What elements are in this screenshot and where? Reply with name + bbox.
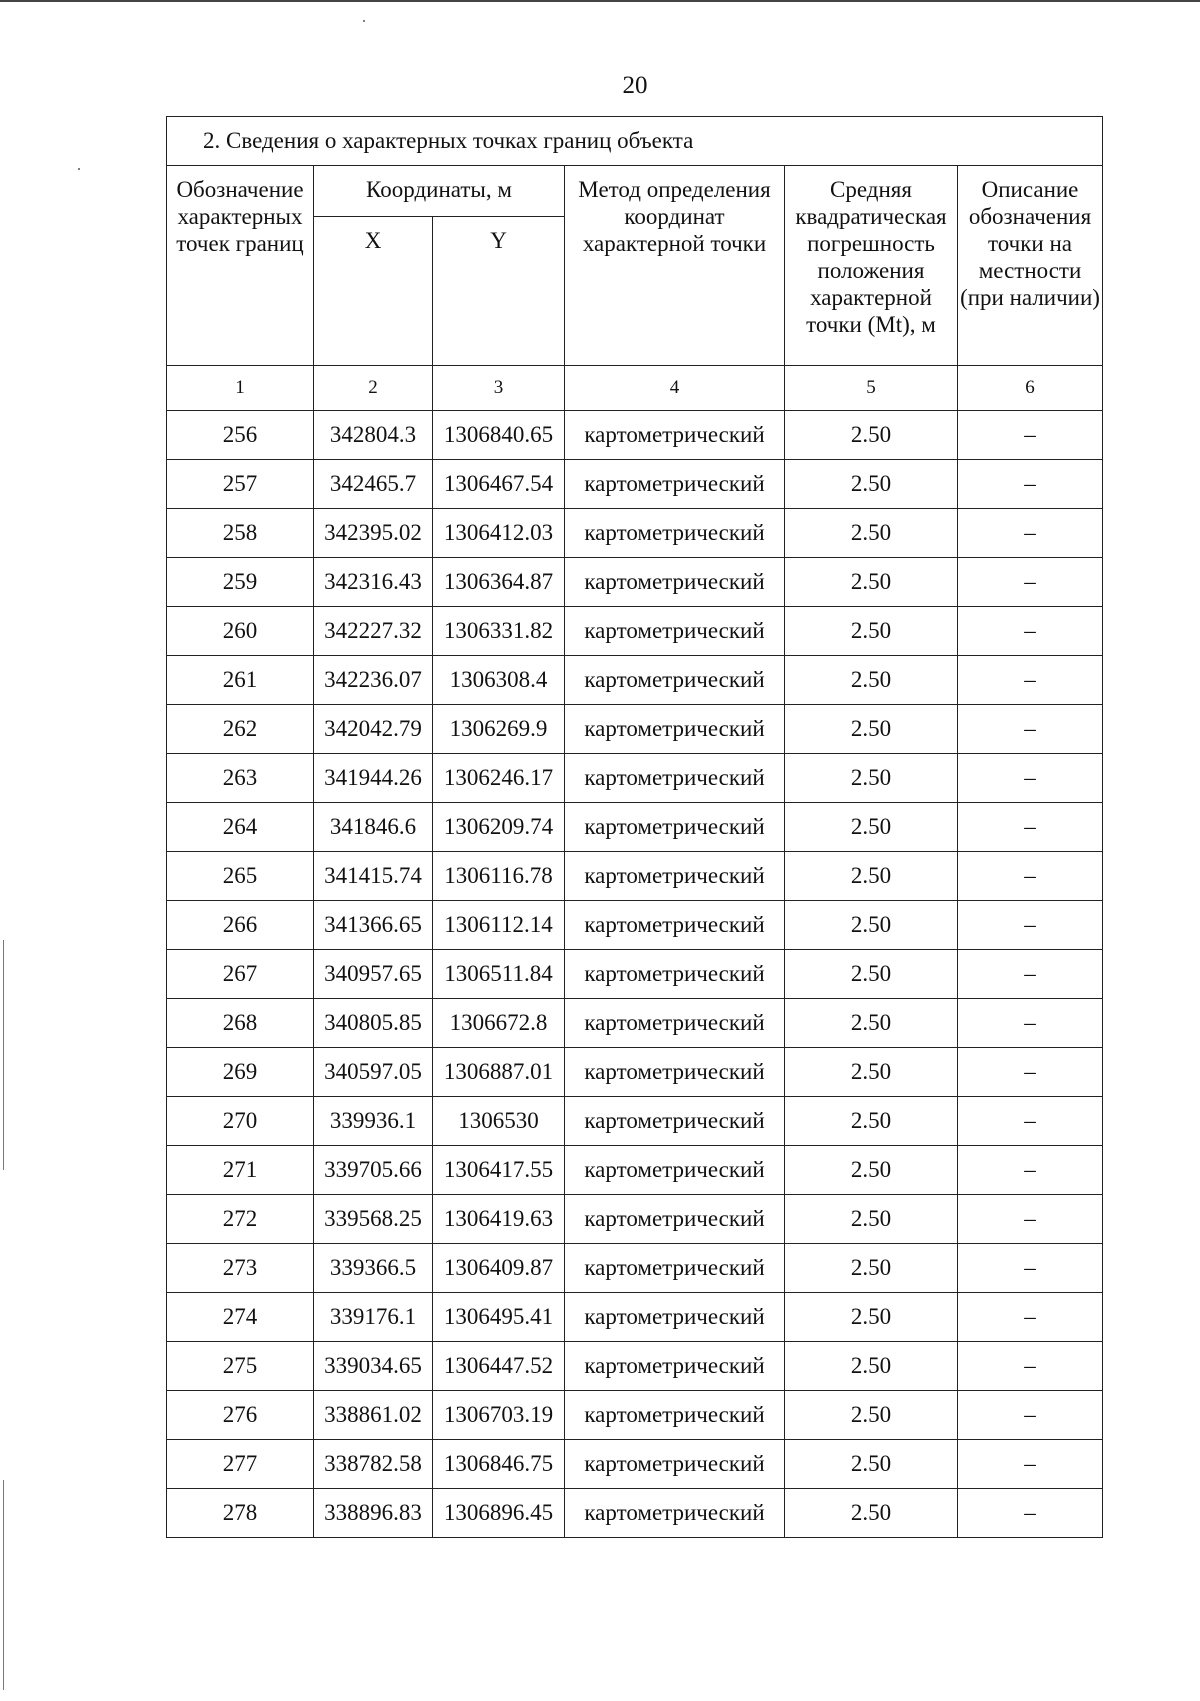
cell-description: – [958,754,1103,803]
cell-mean-error: 2.50 [785,411,958,460]
cell-y-coordinate: 1306419.63 [433,1195,565,1244]
cell-x-coordinate: 342316.43 [314,558,433,607]
cell-x-coordinate: 339176.1 [314,1293,433,1342]
table-row [167,999,1103,1048]
cell-y-coordinate: 1306412.03 [433,509,565,558]
cell-point-number: 264 [167,803,314,852]
table-row [167,460,1103,509]
cell-point-number: 268 [167,999,314,1048]
table-row [167,1097,1103,1146]
cell-x-coordinate: 341415.74 [314,852,433,901]
cell-description: – [958,1097,1103,1146]
scan-speck [78,168,80,170]
cell-method: картометрический [565,460,785,509]
scan-edge-line [3,940,4,1170]
cell-mean-error: 2.50 [785,558,958,607]
cell-description: – [958,607,1103,656]
cell-method: картометрический [565,1342,785,1391]
cell-mean-error: 2.50 [785,1048,958,1097]
cell-x-coordinate: 339034.65 [314,1342,433,1391]
cell-description: – [958,803,1103,852]
table-row [167,656,1103,705]
scan-edge-line [3,1480,4,1690]
cell-description: – [958,460,1103,509]
cell-y-coordinate: 1306112.14 [433,901,565,950]
cell-x-coordinate: 338782.58 [314,1440,433,1489]
cell-x-coordinate: 342042.79 [314,705,433,754]
table-row [167,509,1103,558]
cell-y-coordinate: 1306846.75 [433,1440,565,1489]
cell-y-coordinate: 1306703.19 [433,1391,565,1440]
cell-method: картометрический [565,1391,785,1440]
column-number: 6 [958,366,1103,411]
cell-x-coordinate: 342236.07 [314,656,433,705]
cell-x-coordinate: 339705.66 [314,1146,433,1195]
cell-description: – [958,1146,1103,1195]
cell-description: – [958,705,1103,754]
cell-point-number: 258 [167,509,314,558]
cell-x-coordinate: 339936.1 [314,1097,433,1146]
cell-x-coordinate: 340957.65 [314,950,433,999]
cell-description: – [958,656,1103,705]
cell-point-number: 274 [167,1293,314,1342]
cell-method: картометрический [565,1489,785,1538]
cell-point-number: 275 [167,1342,314,1391]
cell-description: – [958,558,1103,607]
cell-description: – [958,999,1103,1048]
cell-method: картометрический [565,852,785,901]
table-row [167,607,1103,656]
cell-point-number: 269 [167,1048,314,1097]
table-row [167,1293,1103,1342]
cell-x-coordinate: 342465.7 [314,460,433,509]
cell-y-coordinate: 1306209.74 [433,803,565,852]
table-row [167,1342,1103,1391]
cell-method: картометрический [565,656,785,705]
header-method: Метод определения координат характерной точки [565,166,785,366]
column-number: 4 [565,366,785,411]
cell-x-coordinate: 342227.32 [314,607,433,656]
header-x: X [314,217,433,366]
cell-method: картометрический [565,509,785,558]
cell-mean-error: 2.50 [785,1489,958,1538]
cell-mean-error: 2.50 [785,1097,958,1146]
cell-method: картометрический [565,1146,785,1195]
page-top-border [0,0,1200,2]
cell-y-coordinate: 1306308.4 [433,656,565,705]
cell-x-coordinate: 338861.02 [314,1391,433,1440]
cell-y-coordinate: 1306246.17 [433,754,565,803]
cell-x-coordinate: 340805.85 [314,999,433,1048]
cell-mean-error: 2.50 [785,1195,958,1244]
cell-mean-error: 2.50 [785,1244,958,1293]
cell-mean-error: 2.50 [785,803,958,852]
table-row [167,803,1103,852]
table-row [167,1440,1103,1489]
cell-y-coordinate: 1306467.54 [433,460,565,509]
cell-point-number: 265 [167,852,314,901]
column-number: 5 [785,366,958,411]
cell-description: – [958,1489,1103,1538]
table-row [167,1048,1103,1097]
cell-method: картометрический [565,901,785,950]
table-row [167,1195,1103,1244]
cell-mean-error: 2.50 [785,1391,958,1440]
cell-description: – [958,1391,1103,1440]
cell-method: картометрический [565,411,785,460]
cell-mean-error: 2.50 [785,1293,958,1342]
cell-y-coordinate: 1306840.65 [433,411,565,460]
cell-method: картометрический [565,803,785,852]
cell-y-coordinate: 1306417.55 [433,1146,565,1195]
cell-mean-error: 2.50 [785,607,958,656]
cell-description: – [958,901,1103,950]
cell-x-coordinate: 342395.02 [314,509,433,558]
cell-mean-error: 2.50 [785,901,958,950]
cell-point-number: 272 [167,1195,314,1244]
cell-point-number: 256 [167,411,314,460]
cell-x-coordinate: 339366.5 [314,1244,433,1293]
page-number: 20 [622,72,648,99]
table-row [167,1244,1103,1293]
table-row [167,1489,1103,1538]
cell-x-coordinate: 340597.05 [314,1048,433,1097]
cell-y-coordinate: 1306672.8 [433,999,565,1048]
cell-method: картометрический [565,1440,785,1489]
table-body [167,411,1103,1538]
cell-x-coordinate: 342804.3 [314,411,433,460]
cell-point-number: 266 [167,901,314,950]
cell-description: – [958,950,1103,999]
cell-point-number: 261 [167,656,314,705]
cell-y-coordinate: 1306887.01 [433,1048,565,1097]
cell-method: картометрический [565,1293,785,1342]
cell-point-number: 276 [167,1391,314,1440]
table-row [167,901,1103,950]
cell-point-number: 262 [167,705,314,754]
cell-y-coordinate: 1306116.78 [433,852,565,901]
cell-mean-error: 2.50 [785,950,958,999]
cell-mean-error: 2.50 [785,1342,958,1391]
cell-x-coordinate: 341944.26 [314,754,433,803]
cell-method: картометрический [565,999,785,1048]
cell-mean-error: 2.50 [785,1440,958,1489]
cell-y-coordinate: 1306269.9 [433,705,565,754]
cell-method: картометрический [565,1244,785,1293]
column-number: 1 [167,366,314,411]
cell-method: картометрический [565,1097,785,1146]
cell-description: – [958,1293,1103,1342]
column-number-row [167,366,1103,411]
cell-point-number: 270 [167,1097,314,1146]
table-row [167,852,1103,901]
cell-description: – [958,852,1103,901]
cell-description: – [958,1440,1103,1489]
table-row [167,411,1103,460]
cell-method: картометрический [565,607,785,656]
table-row [167,1391,1103,1440]
cell-mean-error: 2.50 [785,705,958,754]
cell-point-number: 257 [167,460,314,509]
table-row [167,754,1103,803]
table-row [167,1146,1103,1195]
scan-speck [363,20,365,22]
cell-method: картометрический [565,754,785,803]
cell-method: картометрический [565,1195,785,1244]
table-row [167,950,1103,999]
header-y: Y [433,217,565,366]
cell-mean-error: 2.50 [785,754,958,803]
table-row [167,558,1103,607]
cell-y-coordinate: 1306530 [433,1097,565,1146]
cell-y-coordinate: 1306495.41 [433,1293,565,1342]
cell-y-coordinate: 1306511.84 [433,950,565,999]
cell-y-coordinate: 1306409.87 [433,1244,565,1293]
cell-x-coordinate: 339568.25 [314,1195,433,1244]
cell-point-number: 278 [167,1489,314,1538]
cell-x-coordinate: 338896.83 [314,1489,433,1538]
cell-mean-error: 2.50 [785,656,958,705]
boundary-points-table [166,116,1103,1538]
cell-method: картометрический [565,950,785,999]
cell-x-coordinate: 341846.6 [314,803,433,852]
cell-point-number: 271 [167,1146,314,1195]
cell-description: – [958,1048,1103,1097]
cell-mean-error: 2.50 [785,509,958,558]
column-number: 3 [433,366,565,411]
cell-description: – [958,1244,1103,1293]
cell-method: картометрический [565,705,785,754]
header-description: Описание обозначения точки на местности (при наличии) [958,166,1103,366]
cell-description: – [958,411,1103,460]
cell-point-number: 273 [167,1244,314,1293]
cell-description: – [958,1195,1103,1244]
column-number: 2 [314,366,433,411]
section-title: 2. Сведения о характерных точках границ объекта [167,117,1103,166]
cell-point-number: 260 [167,607,314,656]
cell-x-coordinate: 341366.65 [314,901,433,950]
cell-mean-error: 2.50 [785,999,958,1048]
cell-y-coordinate: 1306447.52 [433,1342,565,1391]
cell-y-coordinate: 1306364.87 [433,558,565,607]
cell-method: картометрический [565,1048,785,1097]
cell-point-number: 277 [167,1440,314,1489]
cell-mean-error: 2.50 [785,852,958,901]
header-coordinates: Координаты, м [314,166,565,217]
cell-description: – [958,509,1103,558]
cell-mean-error: 2.50 [785,1146,958,1195]
cell-y-coordinate: 1306331.82 [433,607,565,656]
header-error: Средняя квадратическая погрешность положения характерной точки (Mt), м [785,166,958,366]
cell-point-number: 263 [167,754,314,803]
cell-point-number: 259 [167,558,314,607]
cell-y-coordinate: 1306896.45 [433,1489,565,1538]
cell-point-number: 267 [167,950,314,999]
table-row [167,705,1103,754]
header-designation: Обозначение характерных точек границ [167,166,314,366]
cell-method: картометрический [565,558,785,607]
cell-description: – [958,1342,1103,1391]
cell-mean-error: 2.50 [785,460,958,509]
